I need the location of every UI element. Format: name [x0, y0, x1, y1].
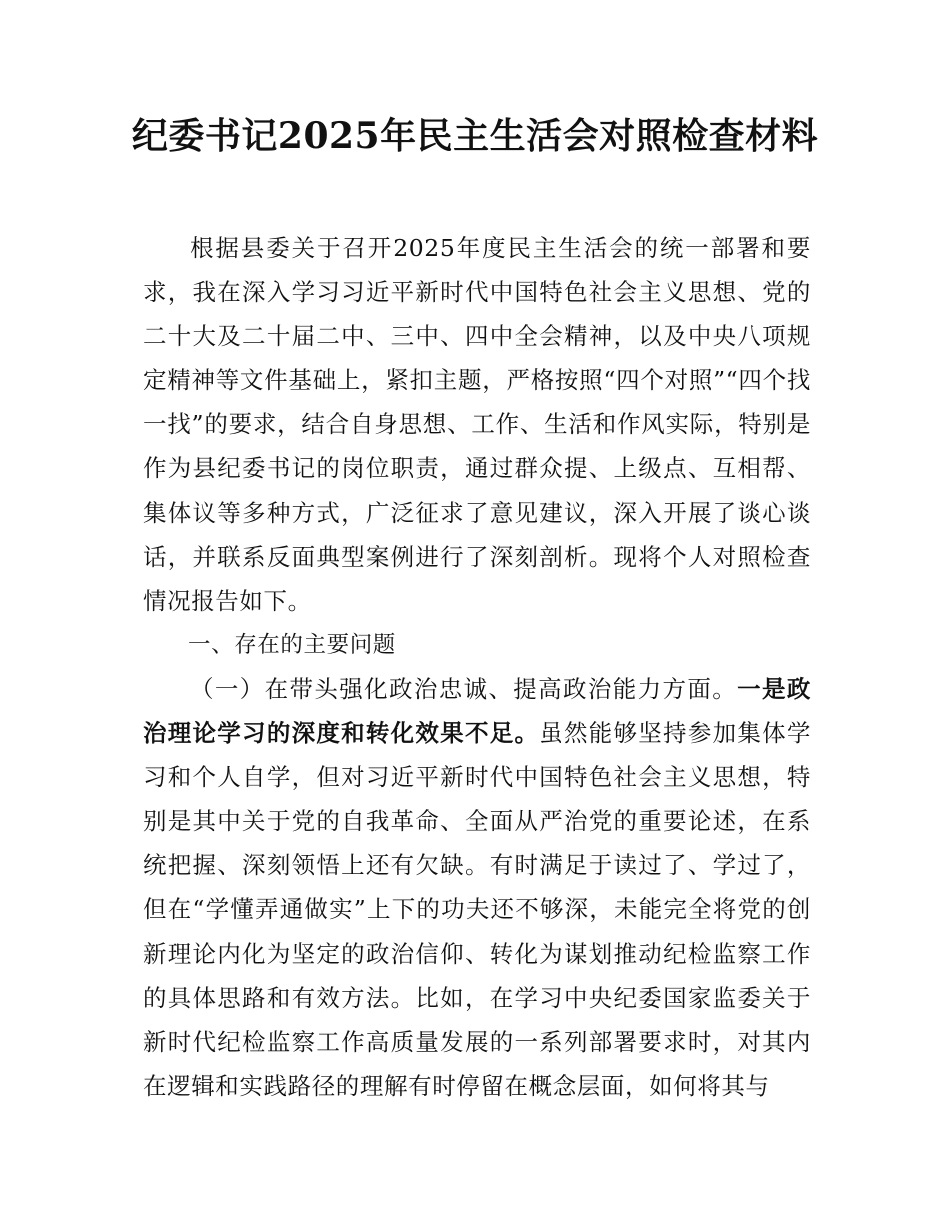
point-lead-bold: 一是政治理论学习的深度和转化效果不足。: [143, 674, 811, 748]
document-body: [143, 226, 811, 1108]
subsection-heading: （一）在带头强化政治忠诚、提高政治能力方面。: [190, 674, 738, 703]
document-title: 纪委书记2025年民主生活会对照检查材料: [131, 115, 819, 157]
section-heading: 一、存在的主要问题: [188, 631, 396, 658]
point-body: 虽然能够坚持参加集体学习和个人自学，但对习近平新时代中国特色社会主义思想，特别是其中关于党的自我革命、全面从严治党的重要论述，在系统把握、深刻领悟上还有欠缺。有时满足于读过了、学过了，但在“学懂弄通做实”上下的功夫还不够深，未能完全将党的创新理论内化为坚定的政治信仰、转化为谋划推动纪检监察工作的具体思路和有效方法。比如，在学习中央纪委国家监委关于新时代纪检监察工作高质量发展的一系列部署要求时，对其内在逻辑和实践路径的理解有时停留在概念层面，如何将其与: [143, 719, 811, 1100]
subsection-paragraph: [143, 667, 811, 1108]
intro-paragraph: 根据县委关于召开2025年度民主生活会的统一部署和要求，我在深入学习习近平新时代中国特色社会主义思想、党的二十大及二十届二中、三中、四中全会精神，以及中央八项规定精神等文件基础上，紧扣主题，严格按照“四个对照”“四个找一找”的要求，结合自身思想、工作、生活和作风实际，特别是作为县纪委书记的岗位职责，通过群众提、上级点、互相帮、集体议等多种方式，广泛征求了意见建议，深入开展了谈心谈话，并联系反面典型案例进行了深刻剖析。现将个人对照检查情况报告如下。: [143, 234, 811, 615]
